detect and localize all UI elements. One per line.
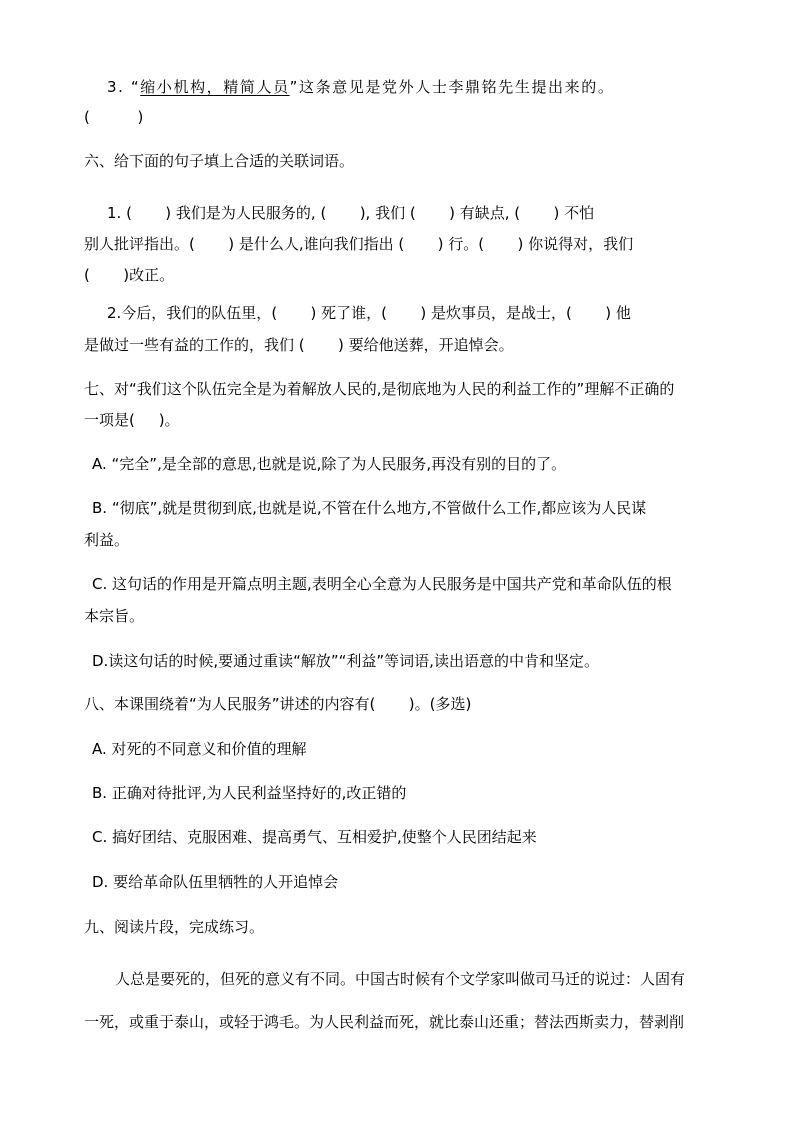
sec6-item1-line3: ( )改正。	[84, 266, 175, 284]
sec6-item1-line2: 别人批评指出。( ) 是什么人,谁向我们指出 ( ) 行。( ) 你说得对，我们	[84, 235, 634, 253]
sec7-option-c-line1: C. 这句话的作用是开篇点明主题,表明全心全意为人民服务是中国共产党和革命队伍的根	[92, 575, 672, 593]
sec9-paragraph-line2: 一死，或重于泰山，或轻于鸿毛。为人民利益而死，就比泰山还重；替法西斯卖力，替剥削	[84, 1013, 685, 1031]
q3-prefix: 3. “	[107, 78, 141, 96]
sec7-option-d: D.读这句话的时候,要通过重读“解放”“利益”等词语,读出语意的中肯和坚定。	[92, 652, 599, 670]
q3-suffix: ”这条意见是党外人士李鼎铭先生提出来的。	[289, 78, 615, 96]
q3-underlined-text: 缩小机构，精简人员	[140, 78, 290, 96]
sec7-heading-line1: 七、对“我们这个队伍完全是为着解放人民的,是彻底地为人民的利益工作的”理解不正确的	[84, 380, 675, 398]
sec8-option-d: D. 要给革命队伍里牺牲的人开追悼会	[92, 873, 339, 891]
sec7-option-a: A. “完全”,是全部的意思,也就是说,除了为人民服务,再没有别的目的了。	[92, 455, 567, 473]
sec6-heading: 六、给下面的句子填上合适的关联词语。	[84, 152, 355, 170]
sec6-item1-line1: 1. ( ) 我们是为人民服务的, ( ), 我们 ( ) 有缺点, ( ) 不怕	[107, 204, 595, 222]
sec8-option-b: B. 正确对待批评,为人民利益坚持好的,改正错的	[92, 784, 407, 802]
sec6-item2-line1: 2.今后，我们的队伍里，( ) 死了谁，( ) 是炊事员，是战士，( ) 他	[107, 304, 631, 322]
sec7-option-b-line2: 利益。	[84, 531, 130, 549]
sec7-option-c-line2: 本宗旨。	[84, 607, 145, 625]
sec7-heading-line2: 一项是( )。	[84, 411, 180, 429]
sec8-heading: 八、本课围绕着“为人民服务”讲述的内容有( )。(多选)	[84, 695, 472, 713]
sec9-paragraph-line1: 人总是要死的，但死的意义有不同。中国古时候有个文学家叫做司马迁的说过：人固有	[115, 970, 686, 988]
q3-line	[107, 77, 614, 97]
sec7-option-b-line1: B. “彻底”,就是贯彻到底,也就是说,不管在什么地方,不管做什么工作,都应该为人民谋	[92, 499, 647, 517]
q3-answer-paren: ( )	[84, 108, 144, 126]
sec8-option-a: A. 对死的不同意义和价值的理解	[92, 740, 307, 758]
sec8-option-c: C. 搞好团结、克服困难、提高勇气、互相爱护,使整个人民团结起来	[92, 828, 537, 846]
sec6-item2-line2: 是做过一些有益的工作的，我们 ( ) 要给他送葬，开追悼会。	[84, 336, 514, 354]
sec9-heading: 九、阅读片段，完成练习。	[84, 918, 265, 936]
